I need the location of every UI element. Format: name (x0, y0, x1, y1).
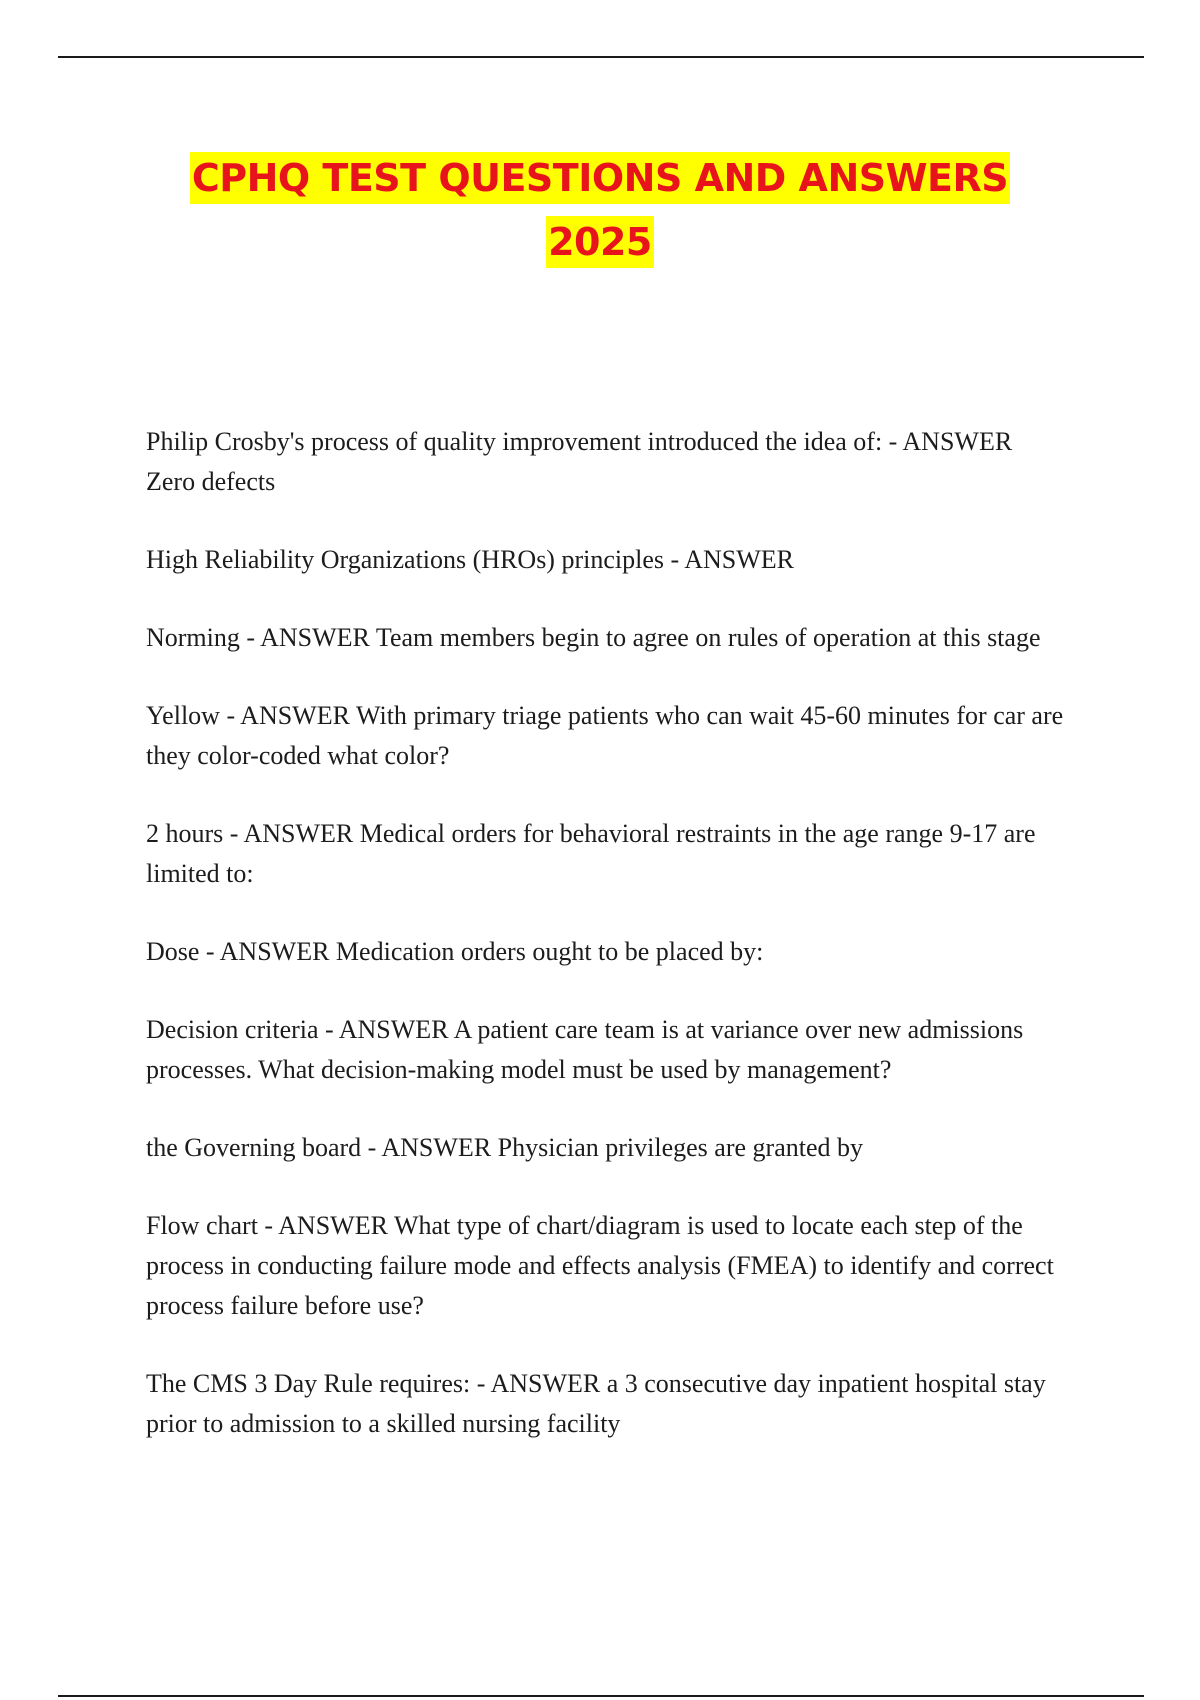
qa-item: The CMS 3 Day Rule requires: - ANSWER a 3 consecutive day inpatient hospital stay prior to admission to a skilled nursing facility (146, 1369, 1046, 1438)
qa-item: Norming - ANSWER Team members begin to agree on rules of operation at this stage (146, 623, 1041, 652)
qa-item: Yellow - ANSWER With primary triage patients who can wait 45-60 minutes for car are they color-coded what color? (146, 701, 1064, 770)
footer-rule (58, 1695, 1144, 1697)
qa-item: Philip Crosby's process of quality improvement introduced the idea of: - ANSWER Zero defects (146, 427, 1013, 496)
qa-item: the Governing board - ANSWER Physician privileges are granted by (146, 1133, 863, 1162)
title-line-1 (0, 146, 1200, 210)
qa-list (146, 422, 1066, 1482)
document-title (0, 146, 1200, 274)
qa-item: 2 hours - ANSWER Medical orders for behavioral restraints in the age range 9-17 are limited to: (146, 819, 1036, 888)
qa-item: Decision criteria - ANSWER A patient care team is at variance over new admissions processes. What decision-making model must be used by management? (146, 1015, 1024, 1084)
title-text-1: CPHQ TEST QUESTIONS AND ANSWERS (190, 152, 1010, 204)
qa-item: High Reliability Organizations (HROs) principles - ANSWER (146, 545, 794, 574)
title-line-2 (0, 210, 1200, 274)
qa-item: Flow chart - ANSWER What type of chart/diagram is used to locate each step of the process in conducting failure mode and effects analysis (FMEA) to identify and correct process failure before use? (146, 1211, 1054, 1320)
title-text-2: 2025 (546, 216, 654, 268)
qa-item: Dose - ANSWER Medication orders ought to be placed by: (146, 937, 764, 966)
header-rule (58, 56, 1144, 58)
